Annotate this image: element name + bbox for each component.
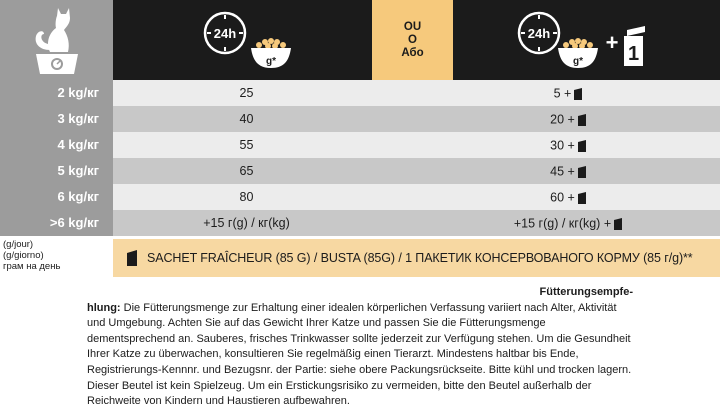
table-row — [0, 106, 720, 132]
dry-amount: +15 г(g) / кг(kg) — [203, 216, 290, 230]
mix-amount: 20 + — [453, 106, 683, 132]
unit-uk: грам на день — [3, 261, 61, 272]
clock2-hours-label: 24h — [527, 26, 551, 41]
dry-amount: 55 — [239, 138, 254, 152]
or-it: O — [408, 33, 417, 46]
bowl-unit-label: g* — [266, 56, 276, 67]
feeding-instructions — [87, 285, 633, 410]
clock-bowl-pouch-icon — [453, 0, 720, 80]
pouch-icon — [614, 217, 622, 230]
bowl2-unit-label: g* — [573, 56, 583, 67]
instructions-heading-cont: hlung: — [87, 301, 121, 314]
clock-hours-label: 24h — [213, 26, 237, 41]
pouch-icon — [574, 87, 582, 100]
unit-fr: (g/jour) — [3, 239, 34, 250]
instructions-heading: Fütterungsempfe- — [539, 286, 633, 298]
header-mix-column — [453, 0, 720, 80]
table-row — [0, 210, 720, 236]
or-uk: Або — [401, 46, 424, 59]
pouch-icon — [127, 250, 137, 266]
or-fr: OU — [403, 20, 422, 33]
pouch-count-label: 1 — [627, 43, 640, 65]
table-row — [0, 158, 720, 184]
mix-amount: 30 + — [453, 132, 683, 158]
weight-label: 4 kg/кг — [0, 132, 113, 158]
weight-label: 6 kg/кг — [0, 184, 113, 210]
instructions-body — [87, 301, 633, 410]
pouch-legend-text: SACHET FRAÎCHEUR (85 G) / BUSTA (85G) / 1 ПАКЕТИК КОНСЕРВОВАНОГО КОРМУ (85 г/g)** — [147, 251, 693, 265]
mix-amount: 60 + — [453, 184, 683, 210]
pouch-icon — [578, 113, 586, 126]
header-dry-column — [113, 0, 372, 80]
header-or-cell — [372, 0, 453, 80]
pouch-icon — [578, 165, 586, 178]
weight-label: 3 kg/кг — [0, 106, 113, 132]
weight-label: >6 kg/кг — [0, 210, 113, 236]
mix-amount: 5 + — [453, 80, 683, 106]
dry-amount: 65 — [239, 164, 254, 178]
dry-amount: 80 — [239, 190, 254, 204]
mix-amount: +15 г(g) / кг(kg) + — [453, 210, 683, 236]
pouch-icon — [578, 191, 586, 204]
table-row — [0, 80, 720, 106]
mix-amount: 45 + — [453, 158, 683, 184]
clock-bowl-icon — [113, 0, 372, 80]
instructions-text: Die Fütterungsmenge zur Erhaltung einer idealen körperlichen Verfassung variiert nach Alter, Aktivität und Umgebung. Achten Sie auf das Gewicht Ihrer Katze und passen Sie die Fütterungsmenge dementsprechend an. Sauberes, frisches Trinkwasser sollte jederzeit zur Verfügung stehen. Um die Gesundheit Ihrer Katze zu überwachen, konsultieren Sie regelmäßig einen Tierarzt. Mindestens haltbar bis Ende, Registrierungs-Kennnr. und Bezugsnr. der Partie: siehe obere Packungsrückseite. Bitte kühl und trocken lagern. Dieser Beutel ist kein Spielzeug. Um ein Erstickungsrisiko zu vermeiden, bitte den Beutel außerhalb der Reichweite von Kindern und Haustieren aufbewahren. — [87, 301, 632, 408]
cat-on-scale-icon — [0, 0, 113, 80]
weight-label: 2 kg/кг — [0, 80, 113, 106]
pouch-icon — [578, 139, 586, 152]
table-row — [0, 184, 720, 210]
weight-label: 5 kg/кг — [0, 158, 113, 184]
unit-it: (g/giorno) — [3, 250, 44, 261]
dry-amount: 40 — [239, 112, 254, 126]
pouch-legend — [113, 239, 720, 277]
header-cat-cell — [0, 0, 113, 80]
dry-amount: 25 — [239, 86, 254, 100]
table-row — [0, 132, 720, 158]
plus-sign: + — [605, 30, 619, 55]
unit-legend — [0, 239, 113, 277]
